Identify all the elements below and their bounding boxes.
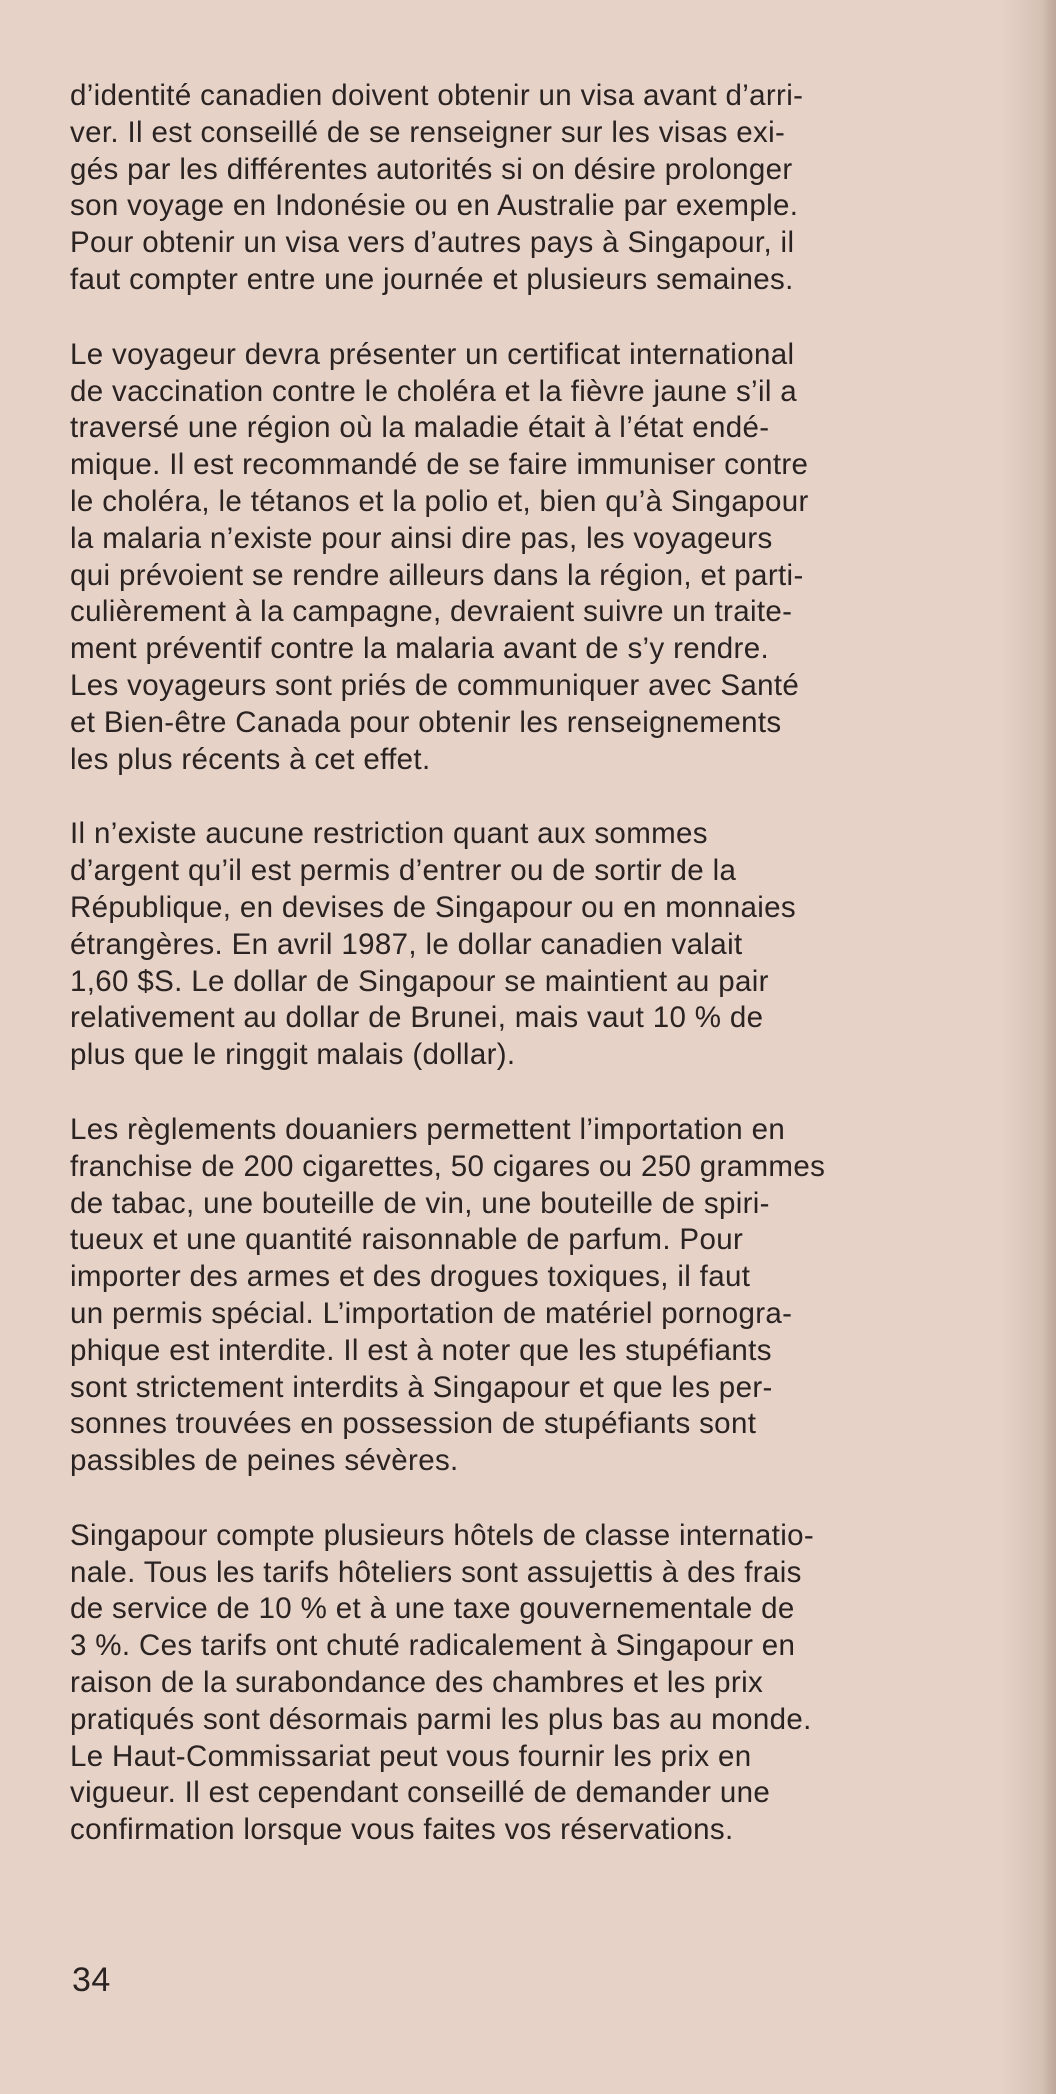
text-line: de service de 10 % et à une taxe gouvernementale de — [70, 1592, 795, 1626]
text-line: phique est interdite. Il est à noter que les stupéfiants — [70, 1333, 772, 1367]
paragraph-vaccination — [70, 337, 1010, 779]
text-line: Les voyageurs sont priés de communiquer avec Santé — [70, 668, 800, 702]
text-line: étrangères. En avril 1987, le dollar canadien valait — [70, 927, 743, 961]
text-line: Le Haut-Commissariat peut vous fournir les prix en — [70, 1739, 752, 1773]
text-line: de tabac, une bouteille de vin, une bouteille de spiri- — [70, 1186, 770, 1220]
text-line: passibles de peines sévères. — [70, 1444, 459, 1478]
page-number: 34 — [72, 1961, 111, 1999]
text-line: sont strictement interdits à Singapour et que les per- — [70, 1370, 773, 1404]
text-line: culièrement à la campagne, devraient suivre un traite- — [70, 595, 793, 629]
text-line: 1,60 $S. Le dollar de Singapour se maintient au pair — [70, 964, 769, 998]
text-line: 3 %. Ces tarifs ont chuté radicalement à Singapour en — [70, 1629, 796, 1663]
text-line: franchise de 200 cigarettes, 50 cigares ou 250 grammes — [70, 1149, 826, 1183]
text-line: vigueur. Il est cependant conseillé de demander une — [70, 1776, 771, 1810]
text-line: Les règlements douaniers permettent l’importation en — [70, 1112, 786, 1146]
text-line: confirmation lorsque vous faites vos réservations. — [70, 1813, 734, 1847]
body-text — [70, 78, 1010, 1887]
text-line: Singapour compte plusieurs hôtels de classe internatio- — [70, 1518, 815, 1552]
paragraph-currency — [70, 816, 1010, 1074]
text-line: Le voyageur devra présenter un certificat international — [70, 337, 795, 371]
text-line: les plus récents à cet effet. — [70, 742, 431, 776]
text-line: ment préventif contre la malaria avant de s’y rendre. — [70, 632, 770, 666]
text-line: qui prévoient se rendre ailleurs dans la région, et parti- — [70, 558, 804, 592]
text-line: tueux et une quantité raisonnable de parfum. Pour — [70, 1223, 744, 1257]
text-line: Il n’existe aucune restriction quant aux sommes — [70, 817, 708, 851]
text-line: le choléra, le tétanos et la polio et, bien qu’à Singapour — [70, 484, 809, 518]
text-line: ver. Il est conseillé de se renseigner sur les visas exi- — [70, 115, 786, 149]
text-line: d’identité canadien doivent obtenir un visa avant d’arri- — [70, 79, 804, 112]
text-line: pratiqués sont désormais parmi les plus bas au monde. — [70, 1702, 812, 1736]
text-line: raison de la surabondance des chambres et les prix — [70, 1666, 764, 1700]
text-line: relativement au dollar de Brunei, mais vaut 10 % de — [70, 1001, 764, 1035]
paragraph-visa — [70, 78, 1010, 299]
text-line: importer des armes et des drogues toxiques, il faut — [70, 1260, 751, 1294]
text-line: gés par les différentes autorités si on désire prolonger — [70, 152, 793, 186]
text-line: République, en devises de Singapour ou en monnaies — [70, 890, 797, 924]
text-line: d’argent qu’il est permis d’entrer ou de sortir de la — [70, 854, 737, 888]
text-line: traversé une région où la maladie était à l’état endé- — [70, 411, 770, 445]
page-edge-shadow — [1042, 0, 1056, 2094]
text-line: plus que le ringgit malais (dollar). — [70, 1038, 516, 1072]
text-line: de vaccination contre le choléra et la fièvre jaune s’il a — [70, 374, 798, 408]
text-line: Pour obtenir un visa vers d’autres pays à Singapour, il — [70, 226, 795, 260]
paragraph-customs — [70, 1112, 1010, 1480]
text-line: et Bien-être Canada pour obtenir les renseignements — [70, 705, 782, 739]
paragraph-hotels — [70, 1518, 1010, 1849]
text-line: un permis spécial. L’importation de matériel pornogra- — [70, 1296, 793, 1330]
text-line: faut compter entre une journée et plusieurs semaines. — [70, 262, 794, 296]
text-line: son voyage en Indonésie ou en Australie par exemple. — [70, 189, 799, 223]
text-line: sonnes trouvées en possession de stupéfiants sont — [70, 1407, 757, 1441]
text-line: nale. Tous les tarifs hôteliers sont assujettis à des frais — [70, 1555, 802, 1589]
text-line: la malaria n’existe pour ainsi dire pas, les voyageurs — [70, 521, 773, 555]
text-line: mique. Il est recommandé de se faire immuniser contre — [70, 448, 809, 482]
